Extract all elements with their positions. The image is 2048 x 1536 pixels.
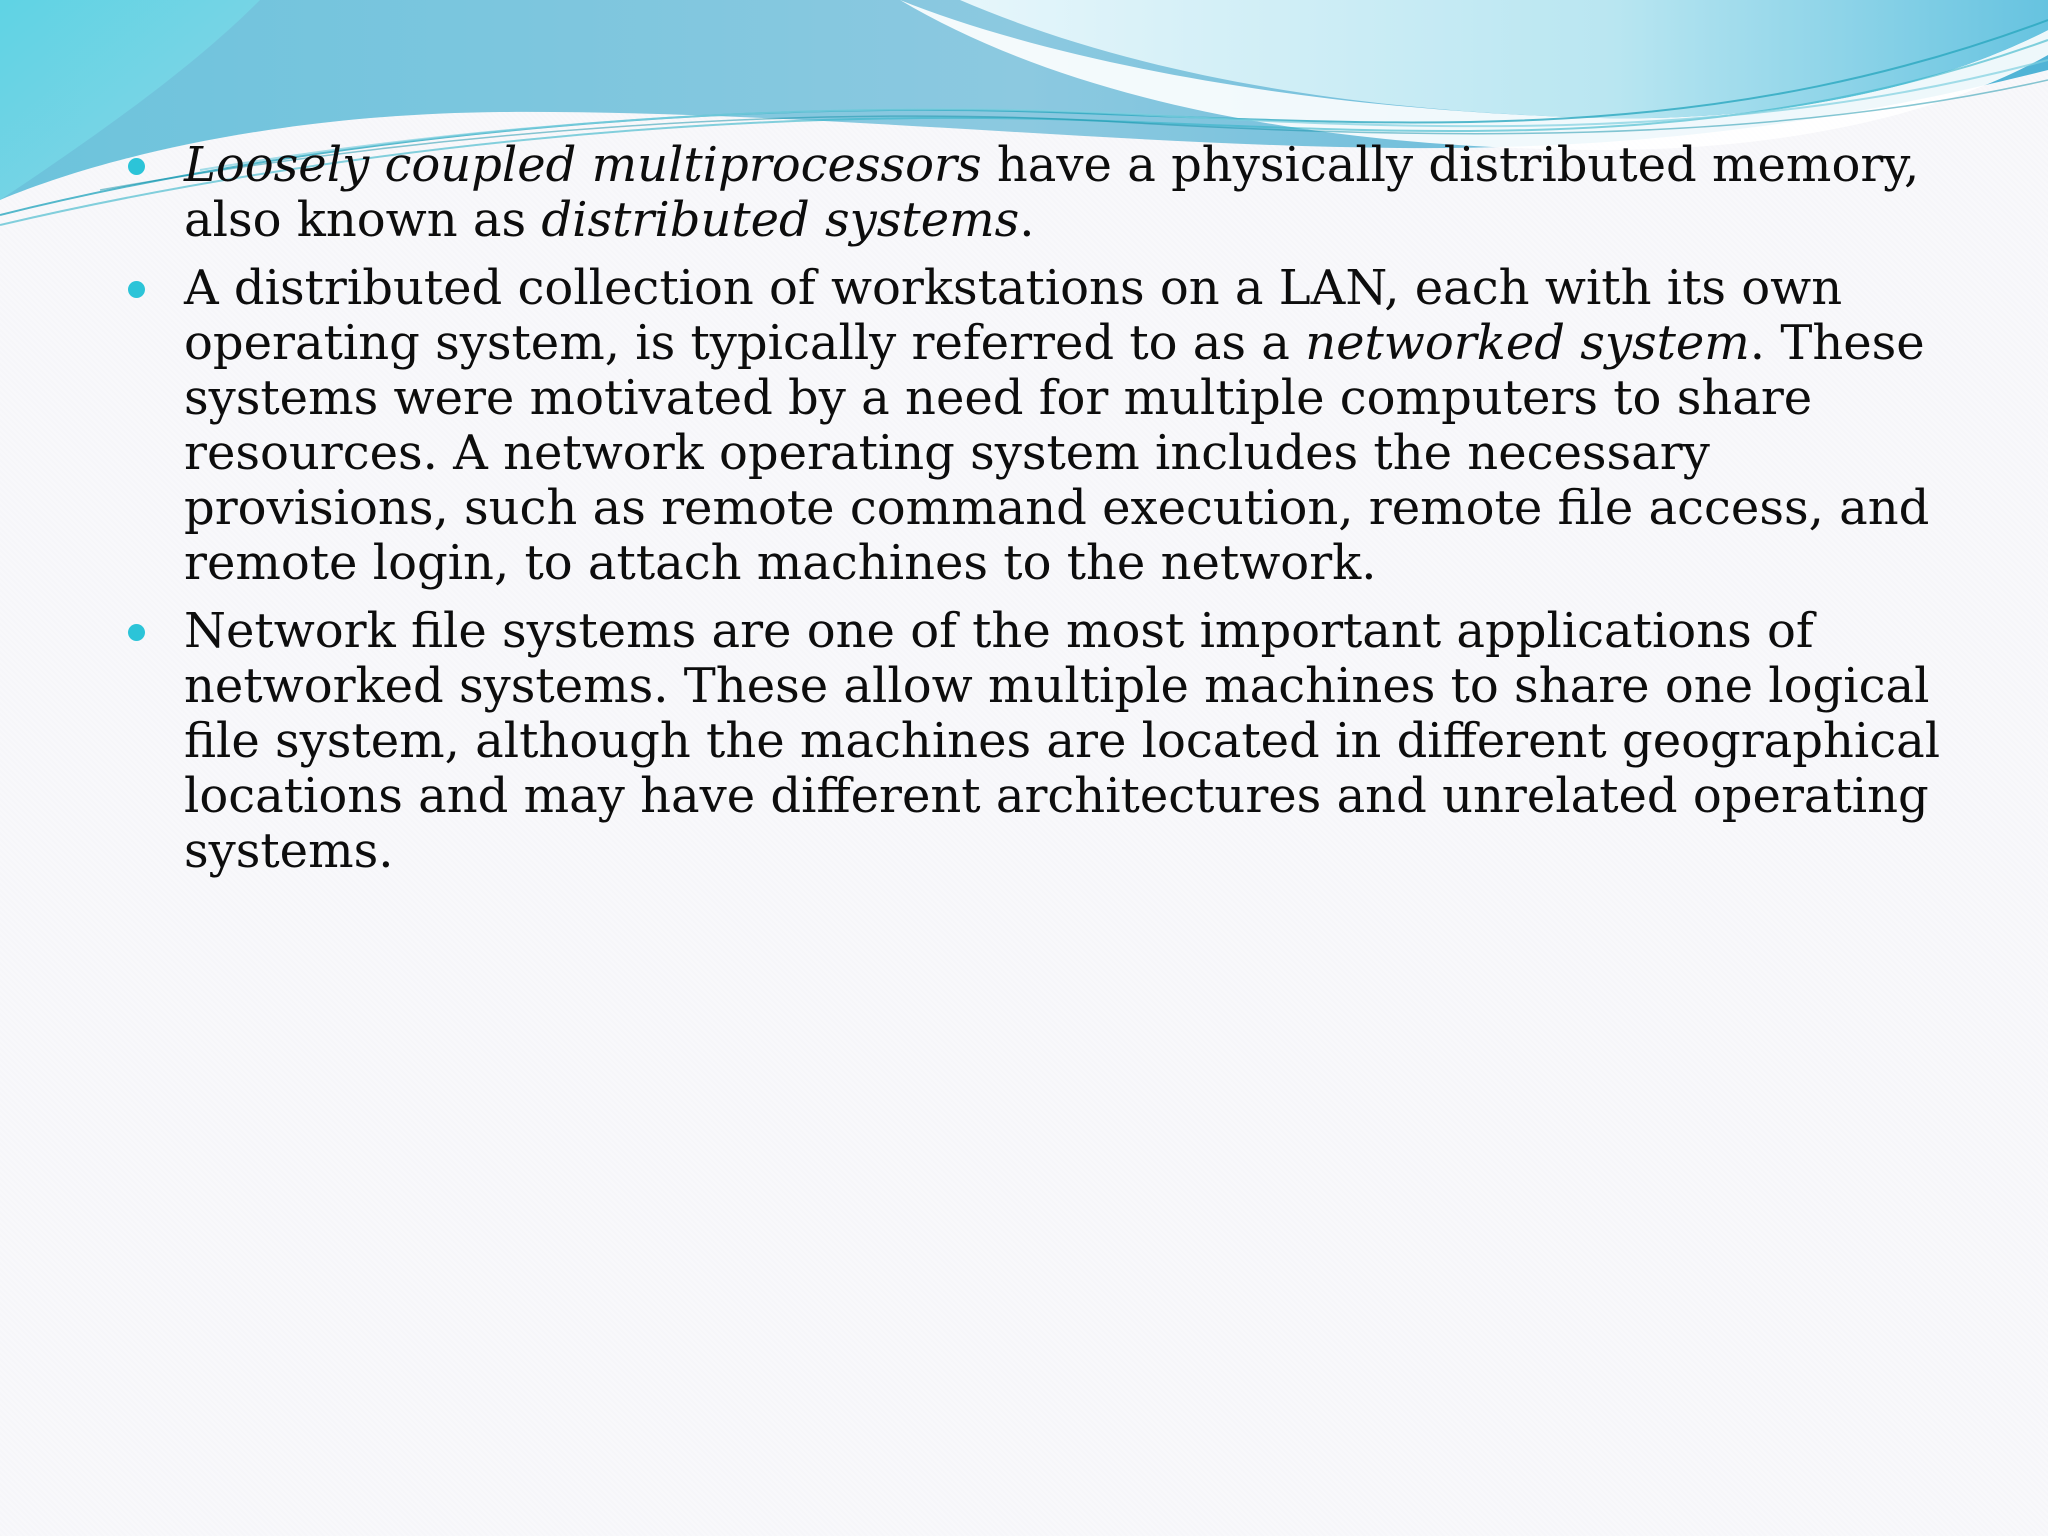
bullet-item	[120, 261, 1950, 591]
bullet-dot-icon	[128, 624, 145, 641]
bullet-text: Loosely coupled multiprocessors have a physically distributed memory, also known as distributed systems.	[184, 137, 1920, 248]
bullet-item	[120, 604, 1950, 879]
bullet-item	[120, 138, 1950, 248]
bullet-dot-icon	[128, 158, 145, 175]
bullet-dot-icon	[128, 281, 145, 298]
bullet-list	[120, 138, 1950, 892]
bullet-text: A distributed collection of workstations on a LAN, each with its own operating system, is typically referred to as a networked system. These systems were motivated by a need for multiple computers to share resources. A network operating system includes the necessary provisions, such as remote command execution, remote file access, and remote login, to attach machines to the network.	[184, 260, 1930, 591]
bullet-text: Network file systems are one of the most important applications of networked systems. These allow multiple machines to share one logical file system, although the machines are located in different geographical locations and may have different architectures and unrelated operating systems.	[184, 603, 1941, 879]
